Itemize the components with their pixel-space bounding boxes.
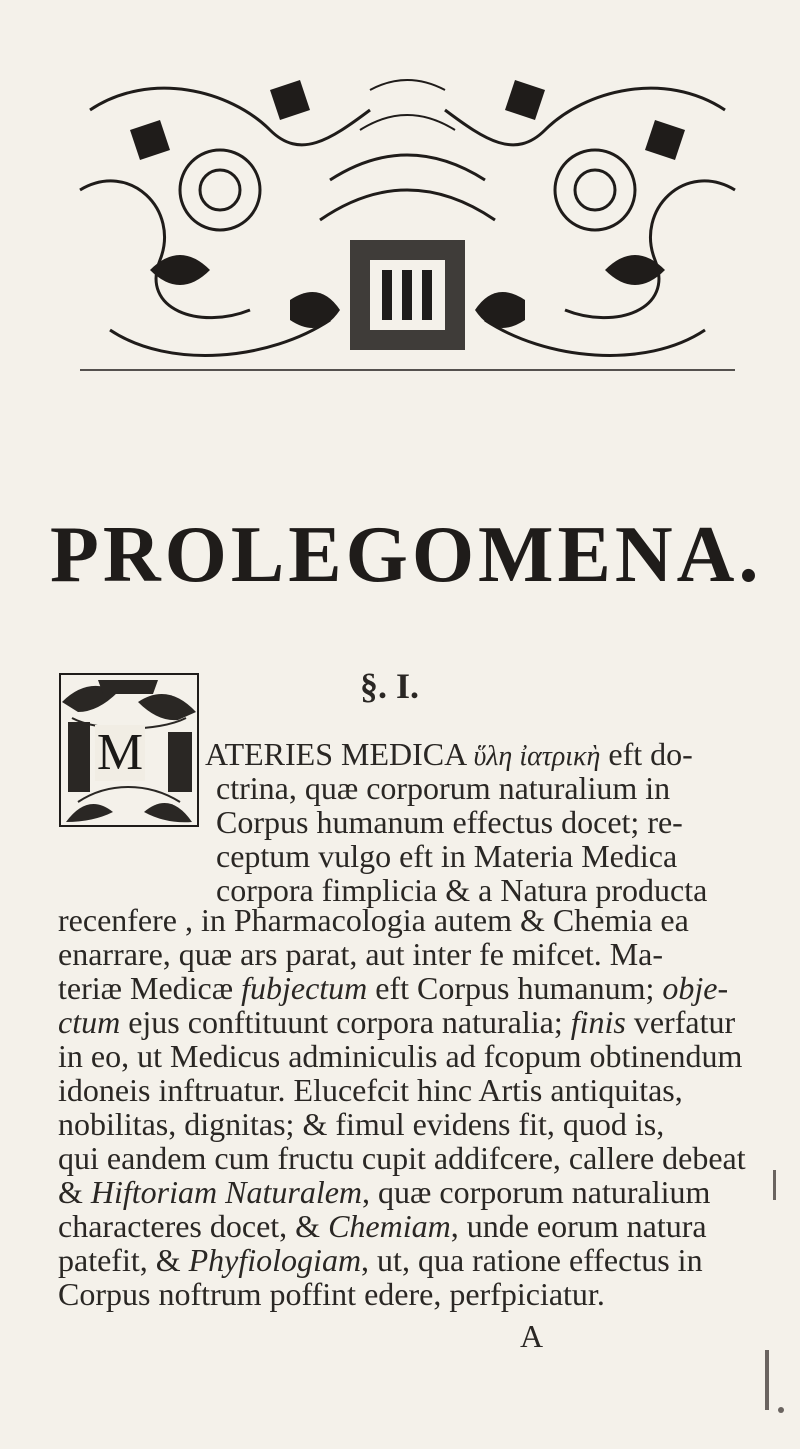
ornamental-headpiece-icon	[70, 70, 745, 380]
text-line: recenfere , in Pharmacologia autem & Chemia ea	[58, 902, 689, 938]
text-line: characteres docet, & Chemiam, unde eorum natura	[58, 1208, 707, 1244]
text-line: idoneis inftruatur. Elucefcit hinc Artis antiquitas,	[58, 1072, 683, 1108]
text-line: teriæ Medicæ fubjectum eft Corpus humanum; obje-	[58, 970, 729, 1006]
text-line: in eo, ut Medicus adminiculis ad fcopum obtinendum	[58, 1038, 743, 1074]
text-line: patefit, & Phyfiologiam, ut, qua ratione effectus in	[58, 1242, 703, 1278]
text-line: Corpus noftrum poffint edere, perfpiciatur.	[58, 1276, 605, 1312]
text-line: corpora fimplicia & a Natura producta	[216, 872, 708, 908]
text-line: ctrina, quæ corporum naturalium in	[216, 770, 671, 806]
text-line: qui eandem cum fructu cupit addifcere, callere debeat	[58, 1140, 746, 1176]
text-line: enarrare, quæ ars parat, aut inter fe mifcet. Ma-	[58, 936, 664, 972]
catchword: A	[520, 1318, 544, 1354]
section-heading: §. I.	[360, 666, 420, 706]
text-line: ceptum vulgo eft in Materia Medica	[216, 838, 678, 874]
text-line: & Hiftoriam Naturalem, quæ corporum naturalium	[58, 1174, 711, 1210]
text-line: ctum ejus conftituunt corpora naturalia; finis verfatur	[58, 1004, 736, 1040]
text-line: ATERIES MEDICA ὕλη ἰατρικὴ eft do-	[205, 736, 693, 772]
text-line: Corpus humanum effectus docet; re-	[216, 804, 683, 840]
margin-bleed-marks-icon	[755, 1170, 795, 1430]
drop-cap-letter: M	[96, 724, 144, 781]
text-line: nobilitas, dignitas; & fimul evidens fit, quod is,	[58, 1106, 665, 1142]
page-title: PROLEGOMENA.	[50, 511, 763, 599]
